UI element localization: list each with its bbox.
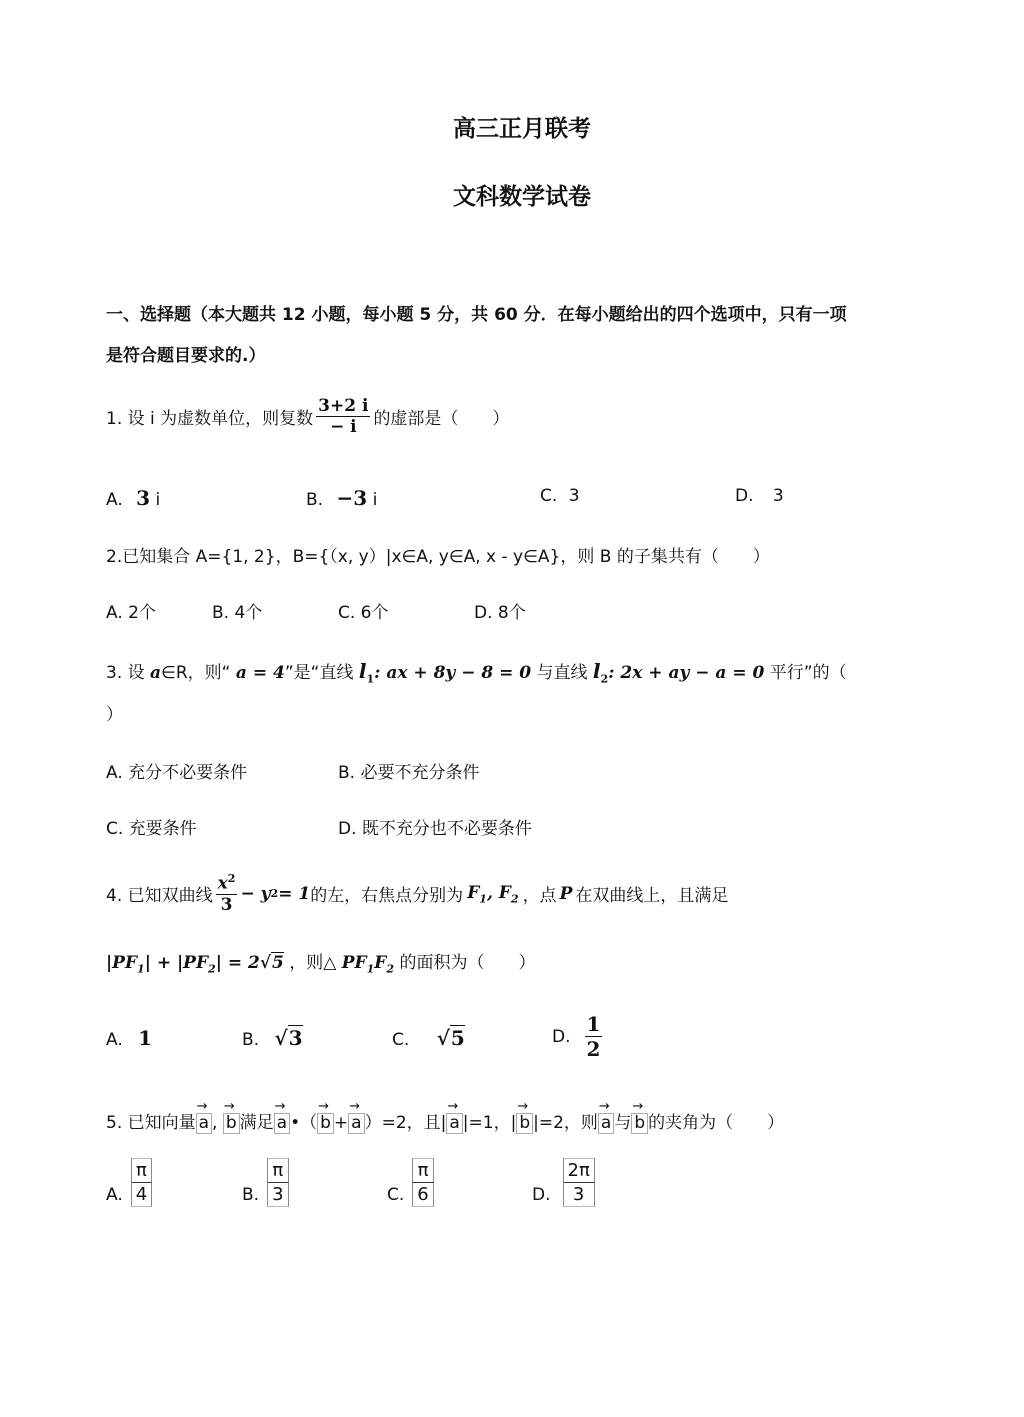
- q4-triangle: $PF_1F_2$: [341, 953, 395, 976]
- q3-option-a: A. 充分不必要条件: [106, 763, 248, 783]
- q5-option-a: A. $\frac{\pi}{4}$: [106, 1158, 152, 1207]
- question-4: 4. 已知双曲线 $\frac{x^2}{3}$ − y 2 = 1 的左，右焦点分别为 $F_1$, $F_2$ ，点 P 在双曲线上，且满足: [106, 872, 729, 916]
- q4-option-a: A. 1: [106, 1026, 153, 1050]
- q1-option-b: B. −3 i: [306, 486, 378, 510]
- q2-option-b: B. 4个: [212, 603, 263, 623]
- q3-option-c: C. 充要条件: [106, 819, 197, 839]
- question-2: 2.已知集合 A={1, 2}，B={（x, y）|x∈A, y∈A, x - y∈A}，则 B 的子集共有（ ）: [106, 547, 770, 567]
- exam-title: 高三正月联考: [453, 115, 591, 142]
- q1-option-a: A. 3 i: [106, 486, 161, 510]
- q1-suffix: 的虚部是（ ）: [373, 409, 510, 430]
- q4-foci: $F_1$, $F_2$: [467, 882, 519, 905]
- q3-line1-equation: : ax + 8y − 8 = 0: [374, 663, 532, 683]
- q3-option-b: B. 必要不充分条件: [338, 763, 480, 783]
- question-1: [106, 396, 509, 438]
- q5-option-d: D. $\frac{2\pi}{3}$: [532, 1158, 595, 1207]
- q5-option-c: C. $\frac{\pi}{6}$: [387, 1158, 434, 1207]
- q1-fraction: [316, 396, 370, 438]
- question-5: 5. 已知向量→ a , → b 满足→ a •（→ b +→ a ）=2，且|→ a |=1，|→ b |=2，则→ a 与→ b 的夹角为（ ）: [106, 1108, 784, 1134]
- q4-fraction: $\frac{x^2}{3}$: [217, 872, 236, 916]
- q2-option-d: D. 8个: [474, 603, 526, 623]
- exam-subtitle: 文科数学试卷: [453, 183, 591, 210]
- q2-option-c: C. 6个: [338, 603, 389, 623]
- q1-option-d: D. 3: [735, 486, 784, 506]
- q4-option-b: B. √3: [242, 1026, 303, 1050]
- q4-condition-line: $|PF_1| + |PF_2| = 2√5$ ，则△ $PF_1F_2$ 的面积为（ ）: [106, 953, 536, 976]
- q4-option-c: C. √5: [392, 1026, 465, 1050]
- vector-a: → a: [196, 1113, 212, 1134]
- question-3: 3. 设 a∈R，则“ a = 4”是“直线 $l_1$: ax + 8y − 8 = 0 与直线 $l_2$: 2x + ay − a = 0 平行”的（: [106, 659, 847, 686]
- q1-prefix: 1. 设 i 为虚数单位，则复数: [106, 409, 314, 430]
- vector-b: → b: [223, 1113, 240, 1134]
- q1-numerator: 3+2 i: [318, 396, 369, 416]
- section-heading-line1: 一、选择题（本大题共 12 小题，每小题 5 分，共 60 分．在每小题给出的四个选项中，只有一项: [106, 305, 847, 325]
- q1-option-c: C. 3: [540, 486, 580, 506]
- q4-option-d: D. $\frac{1}{2}$: [552, 1012, 601, 1061]
- q3-line2-equation: : 2x + ay − a = 0: [608, 663, 765, 683]
- q2-option-a: A. 2个: [106, 603, 156, 623]
- q3-option-d: D. 既不充分也不必要条件: [338, 819, 532, 839]
- section-heading-line2: 是符合题目要求的.）: [106, 346, 266, 366]
- q5-option-b: B. $\frac{\pi}{3}$: [242, 1158, 289, 1207]
- q4-condition: $|PF_1| + |PF_2| = 2√5$: [106, 953, 284, 976]
- q1-denominator: − i: [329, 417, 357, 438]
- q3-continuation: ）: [106, 705, 123, 725]
- q3-condition: a = 4: [235, 663, 285, 683]
